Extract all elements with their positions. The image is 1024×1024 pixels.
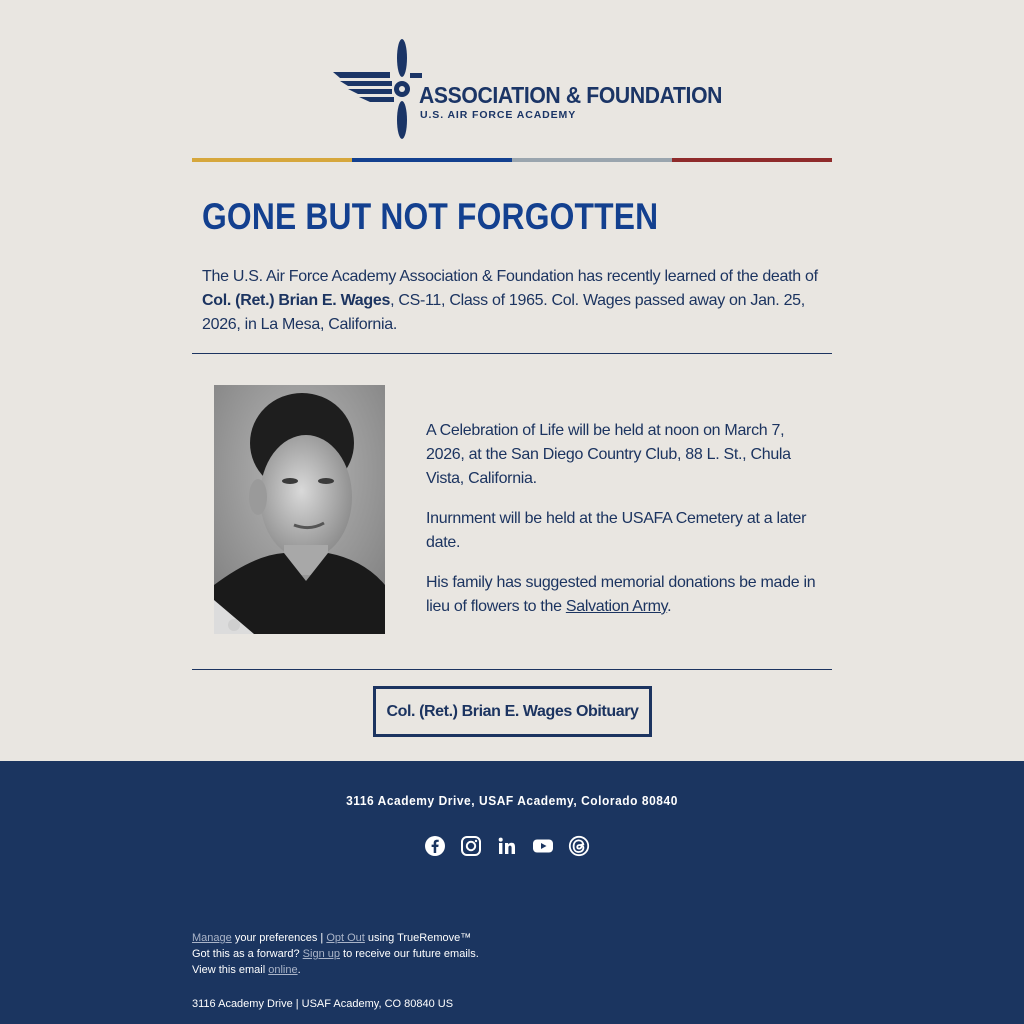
divider-top [192,353,832,354]
stripe-blue [352,158,512,162]
view-online-line [192,962,479,978]
association-logo[interactable] [332,38,723,142]
email-preferences [192,930,479,978]
intro-paragraph [202,265,827,337]
stripe-gray [512,158,672,162]
forward-line [192,946,479,962]
footer-address: 3116 Academy Drive, USAF Academy, Colorado 80840 [346,793,678,808]
portrait-photo [214,385,385,634]
intro-text-1: The U.S. Air Force Academy Association & Foundation has recently learned of the death of [202,268,818,285]
view-text: View this email [192,964,269,976]
postal-address: 3116 Academy Drive | USAF Academy, CO 80840 US [192,998,454,1010]
online-link[interactable]: online [268,964,298,976]
opt-out-text: using TrueRemove™ [364,932,472,944]
stripe-red [672,158,832,162]
divider-bottom [192,669,832,670]
propeller-wings-icon [332,38,422,142]
service-details [426,419,824,635]
preferences-line [192,930,479,946]
view-suffix: . [297,964,301,976]
deceased-name: Col. (Ret.) Brian E. Wages [202,292,391,309]
donations-prefix: His family has suggested memorial donations be made in lieu of flowers to the [426,574,816,615]
threads-icon[interactable] [568,835,590,857]
salvation-army-link[interactable]: Salvation Army [565,598,668,615]
logo-title: ASSOCIATION & FOUNDATION [419,82,723,108]
footer [0,761,1024,1024]
instagram-icon[interactable] [460,835,482,857]
celebration-text: A Celebration of Life will be held at noon on March 7, 2026, at the San Diego Country Club, 88 L. St., Chula Vista, California. [426,422,791,487]
forward-text: Got this as a forward? [192,948,303,960]
facebook-icon[interactable] [424,835,446,857]
sign-up-text: to receive our future emails. [339,948,479,960]
donations-text [426,571,824,619]
manage-text: your preferences | [231,932,327,944]
youtube-icon[interactable] [532,835,554,857]
page-title: GONE BUT NOT FORGOTTEN [202,196,659,237]
donations-suffix: . [667,598,672,615]
inurnment-text: Inurnment will be held at the USAFA Cemetery at a later date. [426,510,807,551]
obituary-button[interactable]: Col. (Ret.) Brian E. Wages Obituary [373,686,652,737]
sign-up-link[interactable]: Sign up [302,948,340,960]
linkedin-icon[interactable] [496,835,518,857]
stripe-gold [192,158,352,162]
color-stripes [192,158,832,162]
logo-subtitle: U.S. AIR FORCE ACADEMY [420,109,577,121]
opt-out-link[interactable]: Opt Out [326,932,365,944]
manage-link[interactable]: Manage [192,932,232,944]
social-links [424,835,590,857]
intro-text-2: , CS-11, Class of 1965. Col. Wages passed away on Jan. 25, 2026, in La Mesa, California. [202,292,805,333]
